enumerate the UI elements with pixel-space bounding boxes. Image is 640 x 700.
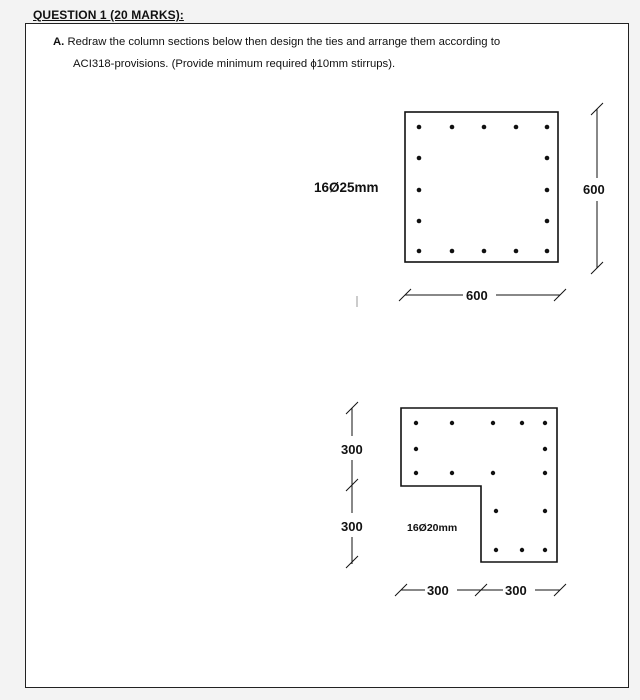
rebar-dot [417,188,422,193]
rebar-dot [545,156,550,161]
rebar-dot [520,548,524,552]
l-vertical-dimension [341,402,363,568]
rebar-dot [545,219,550,224]
square-height-dimension-label: 600 [583,182,605,197]
l-bar-label: 16Ø20mm [407,522,458,534]
question-letter: A. [53,36,65,48]
square-width-dimension-label: 600 [466,288,488,303]
square-column-section [314,103,605,303]
l-horizontal-dimension [395,583,566,598]
question-text-line-2: ACI318-provisions. (Provide minimum required ϕ10mm stirrups). [73,58,396,70]
rebar-dot [545,125,550,130]
square-bar-label: 16Ø25mm [314,180,379,195]
square-width-dimension [399,288,566,303]
l-upper-dimension-label: 300 [341,442,363,457]
rebar-dot [482,249,487,254]
rebar-dot [543,421,547,425]
rebar-dot [417,249,422,254]
rebar-dot [482,125,487,130]
question-heading: QUESTION 1 (20 MARKS): [33,8,184,22]
rebar-dot [450,249,455,254]
rebar-dot [494,548,498,552]
rebar-dot [414,471,418,475]
l-lower-dimension-label: 300 [341,519,363,534]
rebar-dot [494,509,498,513]
l-right-dimension-label: 300 [505,583,527,598]
rebar-dot [414,447,418,451]
square-rebar-group [417,125,550,254]
rebar-dot [414,421,418,425]
rebar-dot [543,509,547,513]
rebar-dot [491,421,495,425]
rebar-dot [543,447,547,451]
l-column-section [341,402,566,598]
rebar-dot [491,471,495,475]
rebar-dot [543,548,547,552]
rebar-dot [417,156,422,161]
rebar-dot [545,249,550,254]
l-left-dimension-label: 300 [427,583,449,598]
rebar-dot [545,188,550,193]
rebar-dot [450,471,454,475]
rebar-dot [450,421,454,425]
rebar-dot [417,125,422,130]
rebar-dot [450,125,455,130]
rebar-dot [543,471,547,475]
square-height-dimension [583,103,605,274]
square-column-outline [405,112,558,262]
rebar-dot [514,125,519,130]
rebar-dot [520,421,524,425]
question-text: Redraw the column sections below then design the ties and arrange them according to [67,36,501,48]
rebar-dot [417,219,422,224]
rebar-dot [514,249,519,254]
l-column-outline [401,408,557,562]
